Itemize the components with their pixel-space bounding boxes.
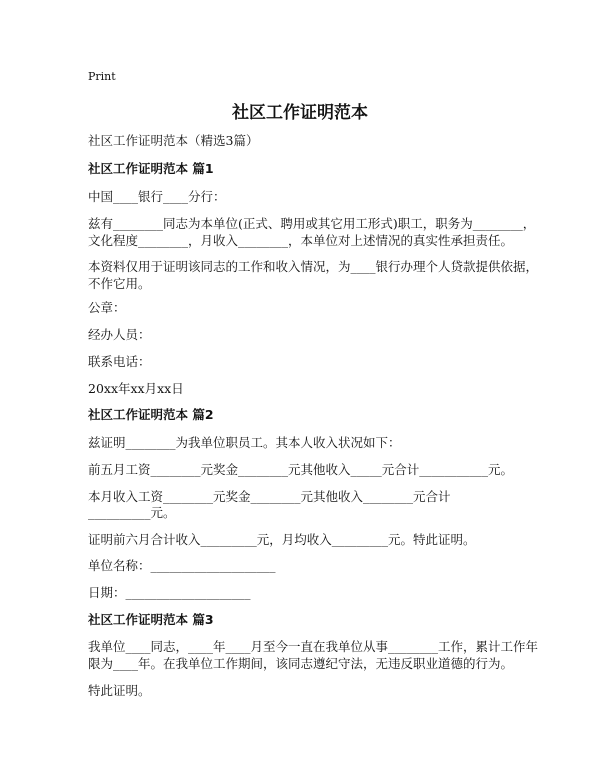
section3-heading: 社区工作证明范本 篇3 — [88, 612, 214, 627]
section3-para-line1: 我单位____同志，____年____月至今一直在我单位从事________工作，累计工作年 — [88, 639, 539, 654]
section1-para1-line1: 兹有________同志为本单位(正式、聘用或其它用工形式)职工，职务为________， — [88, 216, 536, 231]
document-subtitle: 社区工作证明范本（精选3篇） — [88, 133, 259, 148]
section3-para-line2: 限为____年。在我单位工作期间，该同志遵纪守法，无违反职业道德的行为。 — [88, 656, 514, 671]
section2-this-month-line1: 本月收入工资________元奖金________元其他收入________元合计 — [88, 489, 451, 504]
section1-phone: 联系电话： — [88, 354, 151, 369]
section2-unit-name: 单位名称：____________________ — [88, 558, 276, 573]
section1-heading: 社区工作证明范本 篇1 — [88, 161, 214, 176]
section2-date: 日期：____________________ — [88, 585, 251, 600]
section1-para2-line1: 本资料仅用于证明该同志的工作和收入情况，为____银行办理个人贷款提供依据， — [88, 259, 539, 274]
section2-six-month: 证明前六月合计收入_________元，月均收入_________元。特此证明。 — [88, 532, 476, 547]
section2-this-month-line2: __________元。 — [88, 505, 176, 520]
section1-date: 20xx年xx月xx日 — [88, 381, 184, 396]
section2-heading: 社区工作证明范本 篇2 — [88, 407, 214, 422]
section2-five-month: 前五月工资________元奖金________元其他收入_____元合计___________元。 — [88, 462, 514, 477]
section3-closing: 特此证明。 — [88, 683, 151, 698]
section2-intro: 兹证明________为我单位职员工。其本人收入状况如下： — [88, 435, 401, 450]
section1-para2-line2: 不作它用。 — [88, 276, 151, 291]
section1-handler: 经办人员： — [88, 327, 151, 342]
print-label: Print — [88, 70, 116, 83]
document-title: 社区工作证明范本 — [232, 103, 368, 123]
section1-bank-line: 中国____银行____分行： — [88, 189, 226, 204]
section1-para1-line2: 文化程度________，月收入________，本单位对上述情况的真实性承担责任。 — [88, 233, 514, 248]
section1-seal: 公章： — [88, 300, 126, 315]
